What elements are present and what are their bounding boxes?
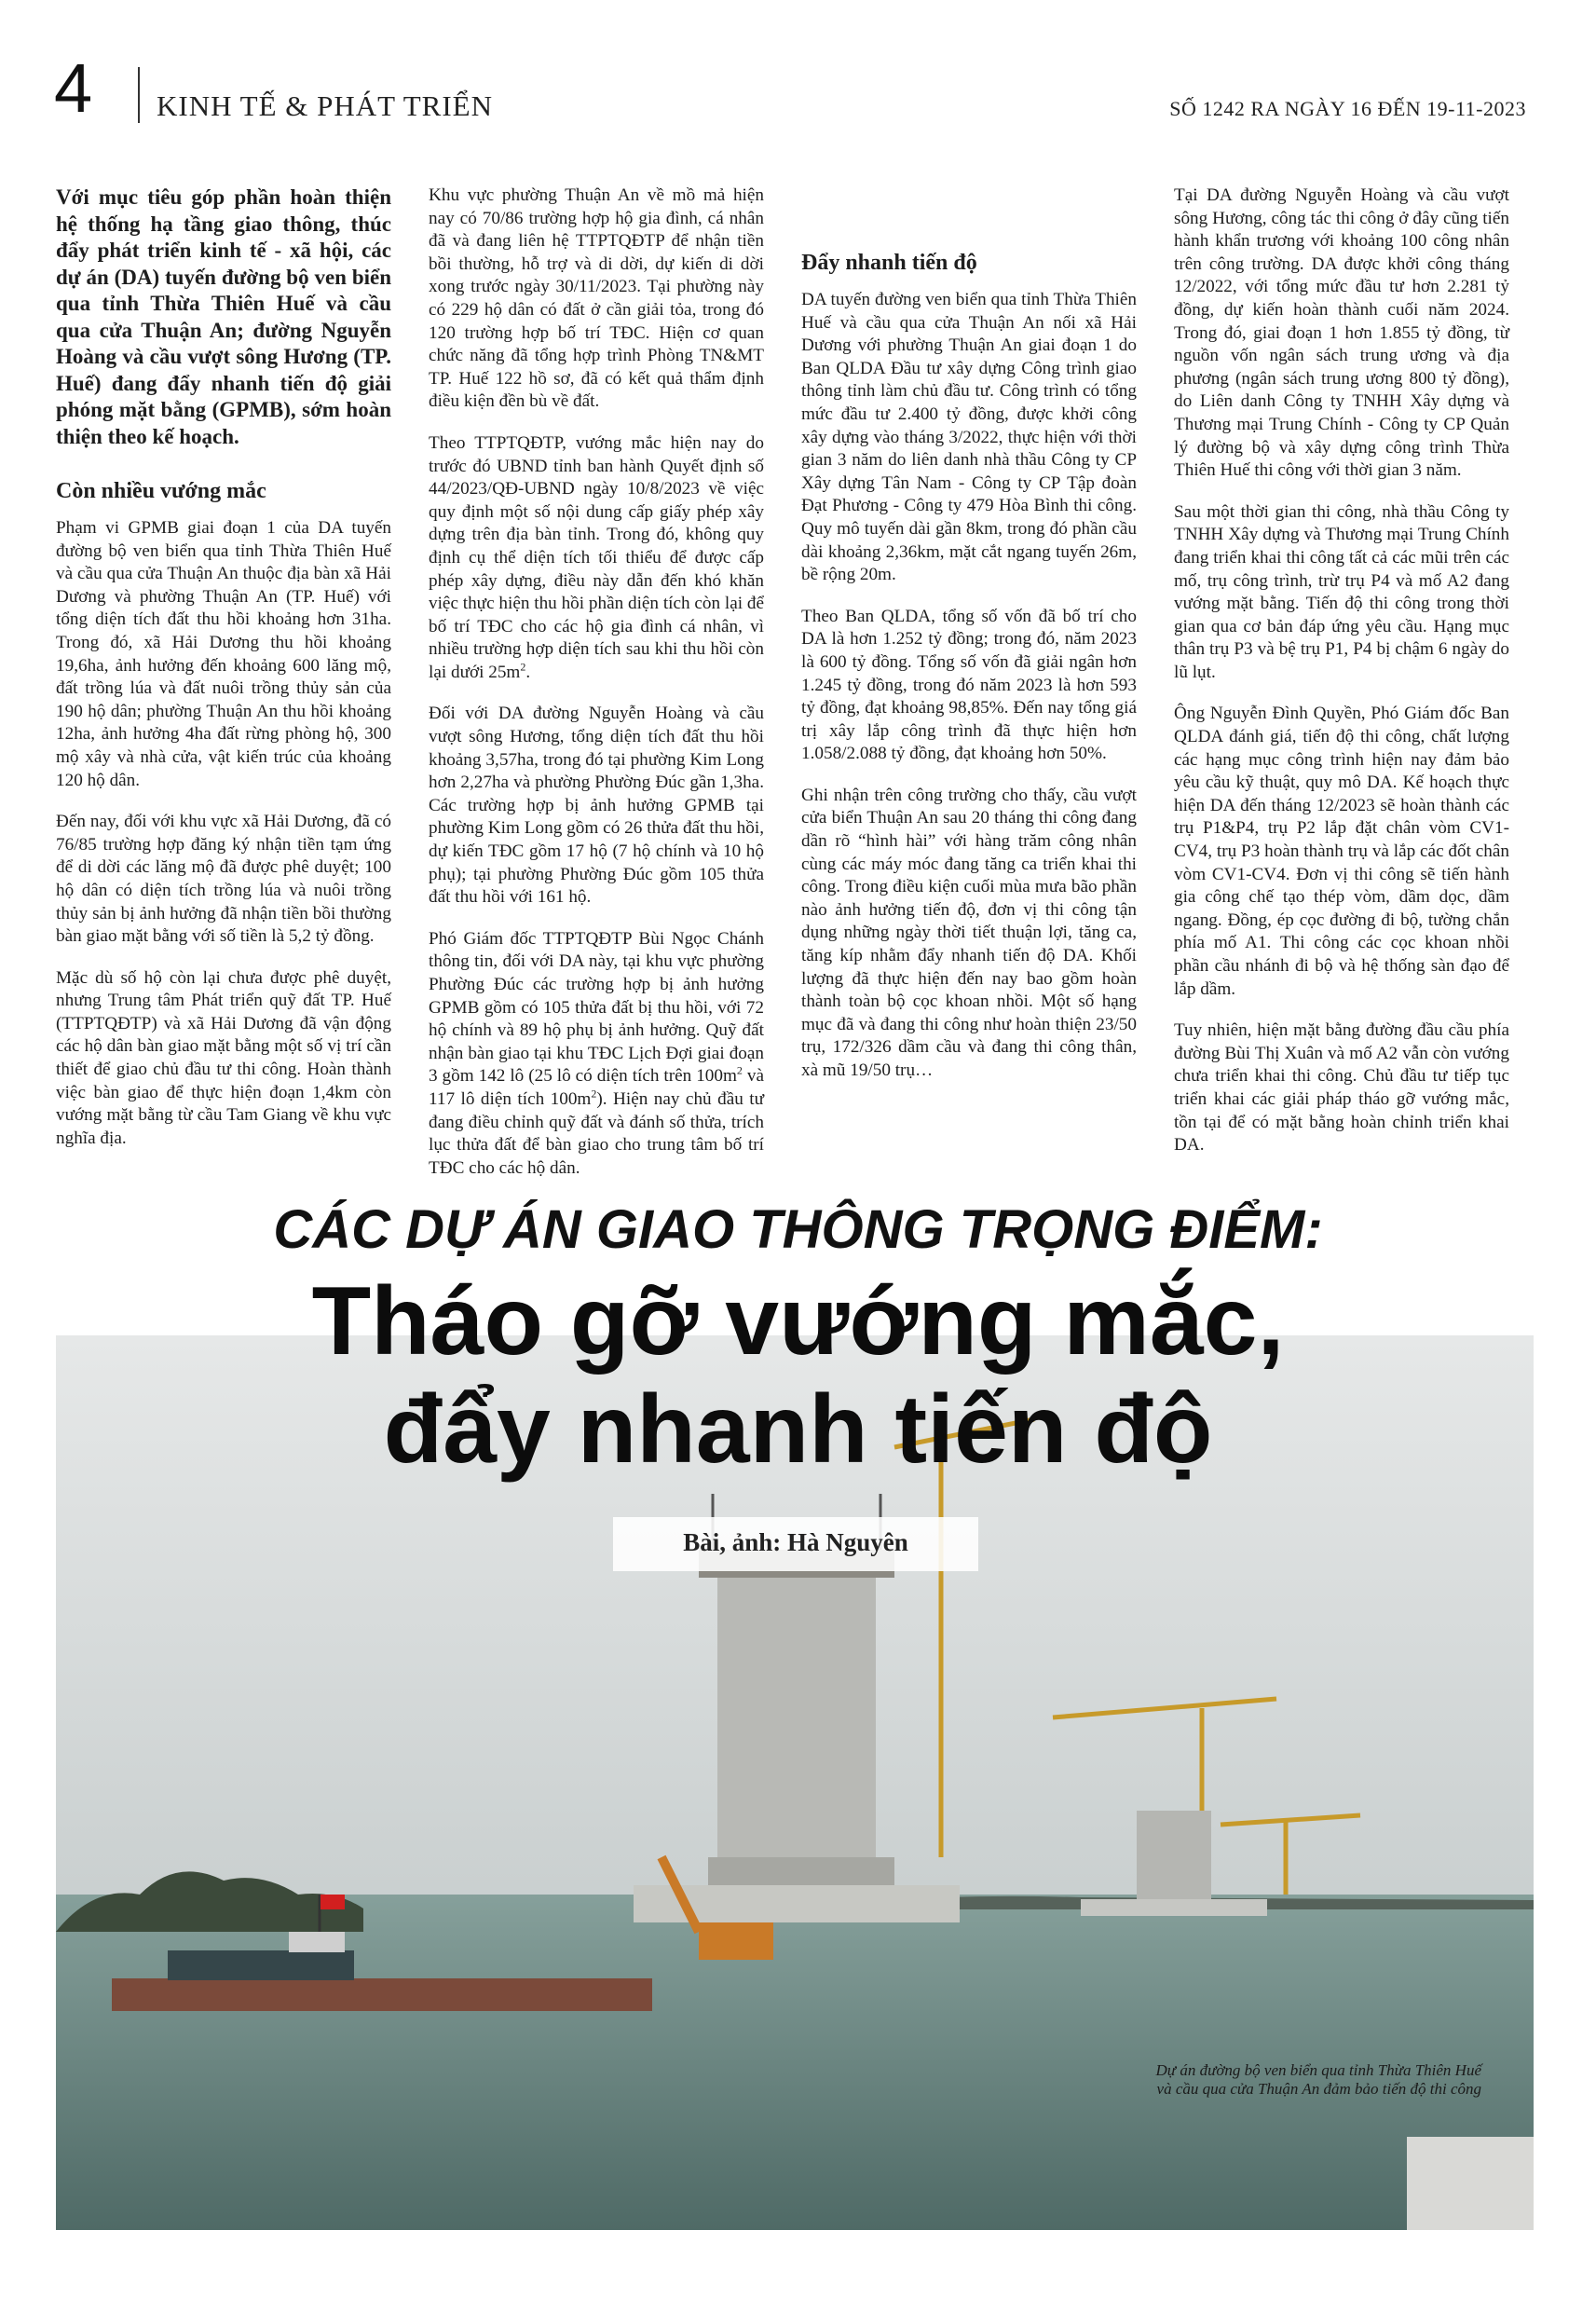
paragraph-text: Phó Giám đốc TTPTQĐTP Bùi Ngọc Chánh thông tin, đối với DA này, tại khu vực phường Phường Đúc các trường hợp bị ảnh hưởng GPMB gồm có 105 thửa đất bị thu hồi, với 72 hộ chính và 89 hộ phụ bị ảnh hưởng. Quỹ đất nhận bàn giao tại khu TĐC Lịch Đợi giai đoạn 3 gồm 142 lô (25 lô có diện tích trên 100m (429, 928, 764, 1087)
caption-line-1: Dự án đường bộ ven biển qua tỉnh Thừa Thiên Huế (1155, 2061, 1481, 2079)
byline: Bài, ảnh: Hà Nguyên (683, 1528, 908, 1556)
page-number: 4 (54, 49, 93, 127)
paragraph: Đến nay, đối với khu vực xã Hải Dương, đã có 76/85 trường hợp đăng ký nhận tiền tạm ứng để di dời các lăng mộ đã được phê duyệt; 100 hộ dân có diện tích trồng lúa và nuôi trồng thủy sản bị ảnh hưởng đã nhận tiền bồi thường bàn giao mặt bằng với số tiền là 5,2 tỷ đồng. (56, 812, 391, 947)
headline-line-2: đẩy nhanh tiến độ (383, 1375, 1213, 1484)
article-body (0, 185, 1596, 1186)
paragraph: Phạm vi GPMB giai đoạn 1 của DA tuyến đường bộ ven biển qua tỉnh Thừa Thiên Huế và cầu qua cửa Thuận An thuộc địa bàn xã Hải Dương và phường Thuận An (TP. Huế) với tổng diện tích đất thu hồi khoảng hơn 31ha. Trong đó, xã Hải Dương thu hồi khoảng 19,6ha, ảnh hưởng đến khoảng 600 lăng mộ, đất trồng lúa và đất nuôi trồng thủy sản của 190 hộ dân; phường Thuận An thu hồi khoảng 12ha, ảnh hưởng 4ha đất rừng phòng hộ, 300 mộ xây và nhà cửa, vật kiến trúc của khoảng 120 hộ dân. (56, 518, 391, 790)
column-4 (1174, 185, 1509, 1176)
paragraph: Sau một thời gian thi công, nhà thầu Công ty TNHH Xây dựng và Thương mại Trung Chính đang triển khai thi công tất cả các mũi trên các mố, trụ công trình, trừ trụ P4 và mố A2 đang vướng mặt bằng. Tiến độ thi công trong thời gian qua cơ bản đáp ứng yêu cầu. Hạng mục thân trụ P3 và bệ trụ P1, P4 bị chậm 6 ngày do lũ lụt. (1174, 501, 1509, 682)
paragraph: DA tuyến đường ven biển qua tỉnh Thừa Thiên Huế và cầu qua cửa Thuận An nối xã Hải Dương với phường Thuận An giai đoạn 1 do Ban QLDA Đầu tư xây dựng Công trình giao thông tỉnh làm chủ đầu tư. Công trình có tổng mức đầu tư 2.400 tỷ đồng, được khởi công xây dựng vào tháng 3/2022, thực hiện với thời gian 3 năm do liên danh nhà thầu Công ty CP Xây dựng Tân Nam - Công ty CP Tập đoàn Đạt Phương - Công ty 479 Hòa Bình thi công. Quy mô tuyến dài gần 8km, trong đó phần cầu dài khoảng 2,36km, mặt cắt ngang tuyến 26m, bề rộng 20m. (801, 290, 1137, 585)
paragraph (429, 928, 764, 1181)
paragraph: Tuy nhiên, hiện mặt bằng đường đầu cầu phía đường Bùi Thị Xuân và mố A2 vẫn còn vướng chưa triển khai thi công. Chủ đầu tư tiếp tục triển khai các giải pháp tháo gỡ vướng mắc, tồn tại để có mặt bằng hoàn chỉnh triển khai DA. (1174, 1020, 1509, 1156)
paragraph-text: ). Hiện nay chủ đầu tư đang điều chỉnh quỹ đất và đánh số thửa, trích lục thửa đất để bàn giao cho trung tâm bố trí TĐC cho các hộ dân. (429, 1088, 764, 1178)
column-3 (801, 185, 1137, 1101)
superscript: 2 (736, 1063, 743, 1077)
paragraph-text: Theo TTPTQĐTP, vướng mắc hiện nay do trước đó UBND tỉnh ban hành Quyết định số 44/2023/QĐ-UBND ngày 10/8/2023 về việc quy định một số nội dung cấp giấy phép xây dựng trên địa bàn tỉnh. Trong đó, không quy định cụ thể diện tích tối thiểu để được cấp phép xây dựng, điều này dẫn đến khó khăn việc thực hiện thu hồi phần diện tích còn lại để bố trí TĐC cho các hộ gia đình cá nhân, vì nhiều trường hợp diện tích sau khi thu hồi còn lại dưới 25m (429, 432, 764, 682)
caption-line-2: và cầu qua cửa Thuận An đảm bảo tiến độ thi công (1156, 2080, 1481, 2098)
paragraph: Đối với DA đường Nguyễn Hoàng và cầu vượt sông Hương, tổng diện tích đất thu hồi khoảng 3,57ha, trong đó tại phường Kim Long hơn 2,27ha và phường Phường Đúc gần 1,3ha. Các trường hợp bị ảnh hưởng GPMB tại phường Kim Long gồm có 26 thửa đất thu hồi, dự kiến TĐC gồm 17 hộ (7 hộ chính và 10 hộ phụ); tại phường Phường Đúc gồm 105 thửa đất thu hồi với 161 hộ. (429, 704, 764, 908)
column-1 (56, 185, 391, 1169)
paragraph: Tại DA đường Nguyễn Hoàng và cầu vượt sông Hương, công tác thi công ở đây cũng tiến hành khẩn trương với khoảng 100 công nhân trên công trường. DA được khởi công tháng 12/2022, với tổng mức đầu tư hơn 2.281 tỷ đồng, dự kiến hoàn thành cuối năm 2024. Trong đó, giai đoạn 1 hơn 1.855 tỷ đồng, từ nguồn vốn ngân sách trung ương và địa phương (ngân sách trung ương 800 tỷ đồng), do Liên danh Công ty TNHH Xây dựng và Thương mại Trung Chính - Công ty CP Quản lý đường bộ và xây dựng công trình Thừa Thiên Huế thi công với thời gian 3 năm. (1174, 185, 1509, 481)
foreground-block (1407, 2137, 1534, 2230)
paragraph: Theo Ban QLDA, tổng số vốn đã bố trí cho DA là hơn 1.252 tỷ đồng; trong đó, năm 2023 là 600 tỷ đồng. Tổng số vốn đã giải ngân hơn 1.245 tỷ đồng, trong đó năm 2023 là hơn 593 tỷ đồng, đạt khoảng 98,85%. Đến nay tổng giá trị xây lắp công trình đã thực hiện hơn 1.058/2.088 tỷ đồng, đạt khoảng hơn 50%. (801, 606, 1137, 764)
header-divider (138, 67, 140, 123)
page-header (0, 0, 1596, 158)
paragraph: Khu vực phường Thuận An về mồ mả hiện nay có 70/86 trường hợp hộ gia đình, cá nhân đã và đang liên hệ TTPTQĐTP để nhận tiền bồi thường, hỗ trợ và di dời, dự kiến di dời xong trước ngày 30/11/2023. Tại phường này có 229 hộ dân có đất ở cần giải tỏa, trong đó 120 trường hợp bố trí TĐC. Hiện cơ quan chức năng đã tổng hợp trình Phòng TN&MT TP. Huế 122 hồ sơ, đã có kết quả thẩm định điều kiện đền bù về đất. (429, 185, 764, 412)
paragraph: Ông Nguyễn Đình Quyền, Phó Giám đốc Ban QLDA đánh giá, tiến độ thi công, chất lượng các hạng mục công trình hiện nay đảm bảo yêu cầu kỹ thuật, quy mô DA. Kế hoạch thực hiện DA đến tháng 12/2023 sẽ hoàn thành các trụ P1&P4, trụ P2 lắp đặt chân vòm CV1-CV4, trụ P3 hoàn thành trụ và lắp các đốt chân vòm CV1-CV4. Đơn vị thi công sẽ tiến hành gia công chế tạo thép vòm, dầm dọc, dầm ngang. Đồng, ép cọc đường đi bộ, tường chắn phía mố A1. Thi công các cọc khoan nhồi phần cầu nhánh đi bộ và hệ thống sàn đạo để lắp dầm. (1174, 704, 1509, 999)
paragraph-text: . (525, 662, 531, 682)
paragraph (429, 432, 764, 685)
headline-line-1: Tháo gỡ vướng mắc, (311, 1267, 1285, 1375)
issue-info: SỐ 1242 RA NGÀY 16 ĐẾN 19-11-2023 (1169, 97, 1526, 120)
article-headline (0, 1267, 1596, 1484)
superscript: 2 (520, 660, 526, 674)
column-2 (429, 185, 764, 1198)
photo-caption (1053, 2061, 1481, 2099)
article-kicker: CÁC DỰ ÁN GIAO THÔNG TRỌNG ĐIỂM: (273, 1199, 1323, 1260)
section-title: KINH TẾ & PHÁT TRIỂN (157, 89, 493, 122)
paragraph: Ghi nhận trên công trường cho thấy, cầu vượt cửa biển Thuận An sau 20 tháng thi công đang dần rõ “hình hài” với hàng trăm công nhân cùng các máy móc đang tăng ca triển khai thi công. Trong điều kiện cuối mùa mưa bão phần nào ảnh hưởng tiến độ, đơn vị thi công tận dụng những ngày thời tiết thuận lợi, tăng ca, tăng kíp nhằm đẩy nhanh tiến độ DA. Khối lượng đã thực hiện đến nay bao gồm hoàn thành toàn bộ cọc khoan nhồi. Một số hạng mục đã và đang thi công như hoàn thiện 23/50 trụ, 172/326 dầm cầu và đang thi công thân, xà mũ 19/50 trụ… (801, 785, 1137, 1080)
subheading-1: Còn nhiều vướng mắc (56, 479, 266, 503)
subheading-2: Đẩy nhanh tiến độ (801, 251, 977, 275)
paragraph-text: và 117 lô diện tích 100m (429, 1066, 764, 1109)
paragraph: Mặc dù số hộ còn lại chưa được phê duyệt, nhưng Trung tâm Phát triển quỹ đất TP. Huế (TTPTQĐTP) và xã Hải Dương đã vận động các hộ dân bàn giao mặt bằng một số vị trí cần thiết để giao chủ đầu tư thi công. Hoàn thành việc bàn giao để thực hiện đoạn 1,4km còn vướng mặt bằng từ cầu Tam Giang về khu vực nghĩa địa. (56, 967, 391, 1148)
article-lead: Với mục tiêu góp phần hoàn thiện hệ thống hạ tầng giao thông, thúc đẩy phát triển kinh tế - xã hội, các dự án (DA) tuyến đường bộ ven biển qua tỉnh Thừa Thiên Huế và cầu qua cửa Thuận An; đường Nguyễn Hoàng và cầu vượt sông Hương (TP. Huế) đang đẩy nhanh tiến độ giải phóng mặt bằng (GPMB), sớm hoàn thiện theo kế hoạch. (56, 185, 391, 448)
superscript: 2 (591, 1087, 597, 1101)
